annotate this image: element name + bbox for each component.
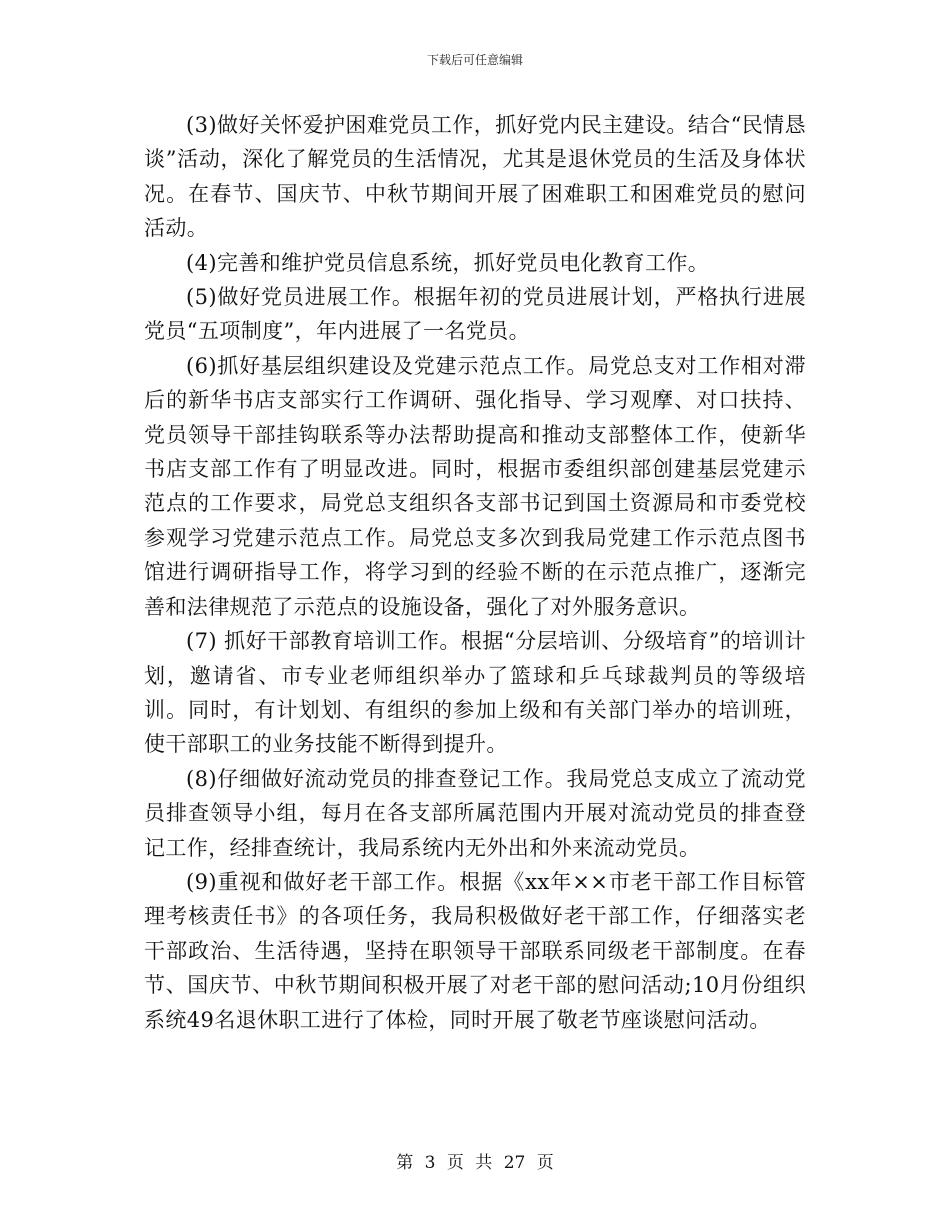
paragraph-4: (4)完善和维护党员信息系统，抓好党员电化教育工作。 — [186, 250, 710, 275]
paragraph-5: (5)做好党员进展工作。根据年初的党员进展计划，严格执行进展党员“五项制度”，年内进展了一名党员。 — [144, 285, 806, 344]
page-number-footer: 第 3 页 共 27 页 — [396, 1153, 554, 1173]
paragraph-9: (9)重视和做好老干部工作。根据《xx年××市老干部工作目标管理考核责任书》的各项任务，我局积极做好老干部工作，仔细落实老干部政治、生活待遇，坚持在职领导干部联系同级老干部制度。在春节、国庆节、中秋节期间积极开展了对老干部的慰问活动;10月份组织系统49名退休职工进行了体检，同时开展了敬老节座谈慰问活动。 — [144, 869, 806, 1032]
paragraph-3: (3)做好关怀爱护困难党员工作，抓好党内民主建设。结合“民情恳谈”活动，深化了解党员的生活情况，尤其是退休党员的生活及身体状况。在春节、国庆节、中秋节期间开展了困难职工和困难党员的慰问活动。 — [144, 113, 806, 241]
paragraph-6: (6)抓好基层组织建设及党建示范点工作。局党总支对工作相对滞后的新华书店支部实行工作调研、强化指导、学习观摩、对口扶持、党员领导干部挂钩联系等办法帮助提高和推动支部整体工作，使新华书店支部工作有了明显改进。同时，根据市委组织部创建基层党建示范点的工作要求，局党总支组织各支部书记到国土资源局和市委党校参观学习党建示范点工作。局党总支多次到我局党建工作示范点图书馆进行调研指导工作，将学习到的经验不断的在示范点推广，逐渐完善和法律规范了示范点的设施设备，强化了对外服务意识。 — [144, 353, 806, 619]
page-header-note: 下载后可任意编辑 — [426, 53, 523, 67]
paragraph-8: (8)仔细做好流动党员的排查登记工作。我局党总支成立了流动党员排查领导小组，每月在各支部所属范围内开展对流动党员的排查登记工作，经排查统计，我局系统内无外出和外来流动党员。 — [144, 766, 806, 860]
document-body — [144, 108, 806, 1037]
paragraph-7: (7) 抓好干部教育培训工作。根据“分层培训、分级培育”的培训计划，邀请省、市专业老师组织举办了篮球和乒乓球裁判员的等级培训。同时，有计划划、有组织的参加上级和有关部门举办的培训班，使干部职工的业务技能不断得到提升。 — [144, 629, 806, 757]
